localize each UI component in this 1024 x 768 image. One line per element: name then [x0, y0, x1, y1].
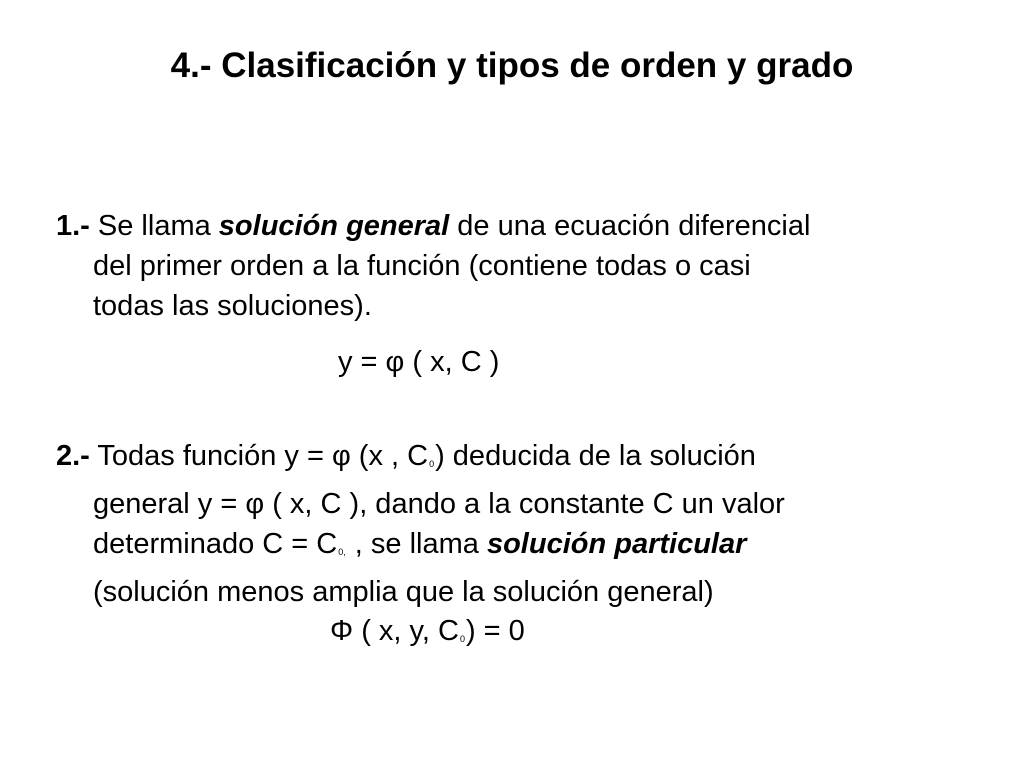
item1-text-a: Se llama [89, 210, 219, 242]
item2-line-4: (solución menos amplia que la solución general) [93, 576, 714, 608]
formula-general-solution: y = φ ( x, C ) [338, 346, 500, 378]
item1-line-2: del primer orden a la función (contiene todas o casi [93, 250, 751, 282]
subscript-zero: 0 [429, 459, 435, 469]
formula2-subscript: 0 [459, 634, 465, 644]
item1-text-b: de una ecuación diferencial [449, 210, 811, 242]
item1-number: 1.- [56, 210, 90, 242]
item2-number: 2.- [56, 440, 90, 472]
item2-line3-text-b: , se llama [346, 528, 487, 560]
slide-title: 4.- Clasificación y tipos de orden y grado [170, 46, 854, 85]
item2-line-1 [56, 436, 976, 484]
item1-line-1 [56, 206, 976, 246]
formula-particular-solution [330, 611, 525, 659]
item2-line-3 [56, 524, 976, 572]
item2-line3-text-a: determinado C = C [93, 528, 338, 560]
item2-text-a: Todas función y = φ (x , C [89, 440, 429, 472]
formula2-text-a: Φ ( x, y, C [330, 615, 459, 647]
item1-line-3: todas las soluciones). [93, 290, 372, 322]
term-general-solution: solución general [218, 210, 450, 242]
subscript-zero-comma: 0, [338, 547, 346, 557]
formula2-text-b: ) = 0 [465, 615, 525, 647]
item2-line-2: general y = φ ( x, C ), dando a la constante C un valor [93, 488, 785, 520]
definition-general-solution [56, 206, 976, 326]
term-particular-solution: solución particular [486, 528, 747, 560]
definition-particular-solution [56, 436, 976, 612]
item2-text-b: ) deducida de la solución [435, 440, 756, 472]
